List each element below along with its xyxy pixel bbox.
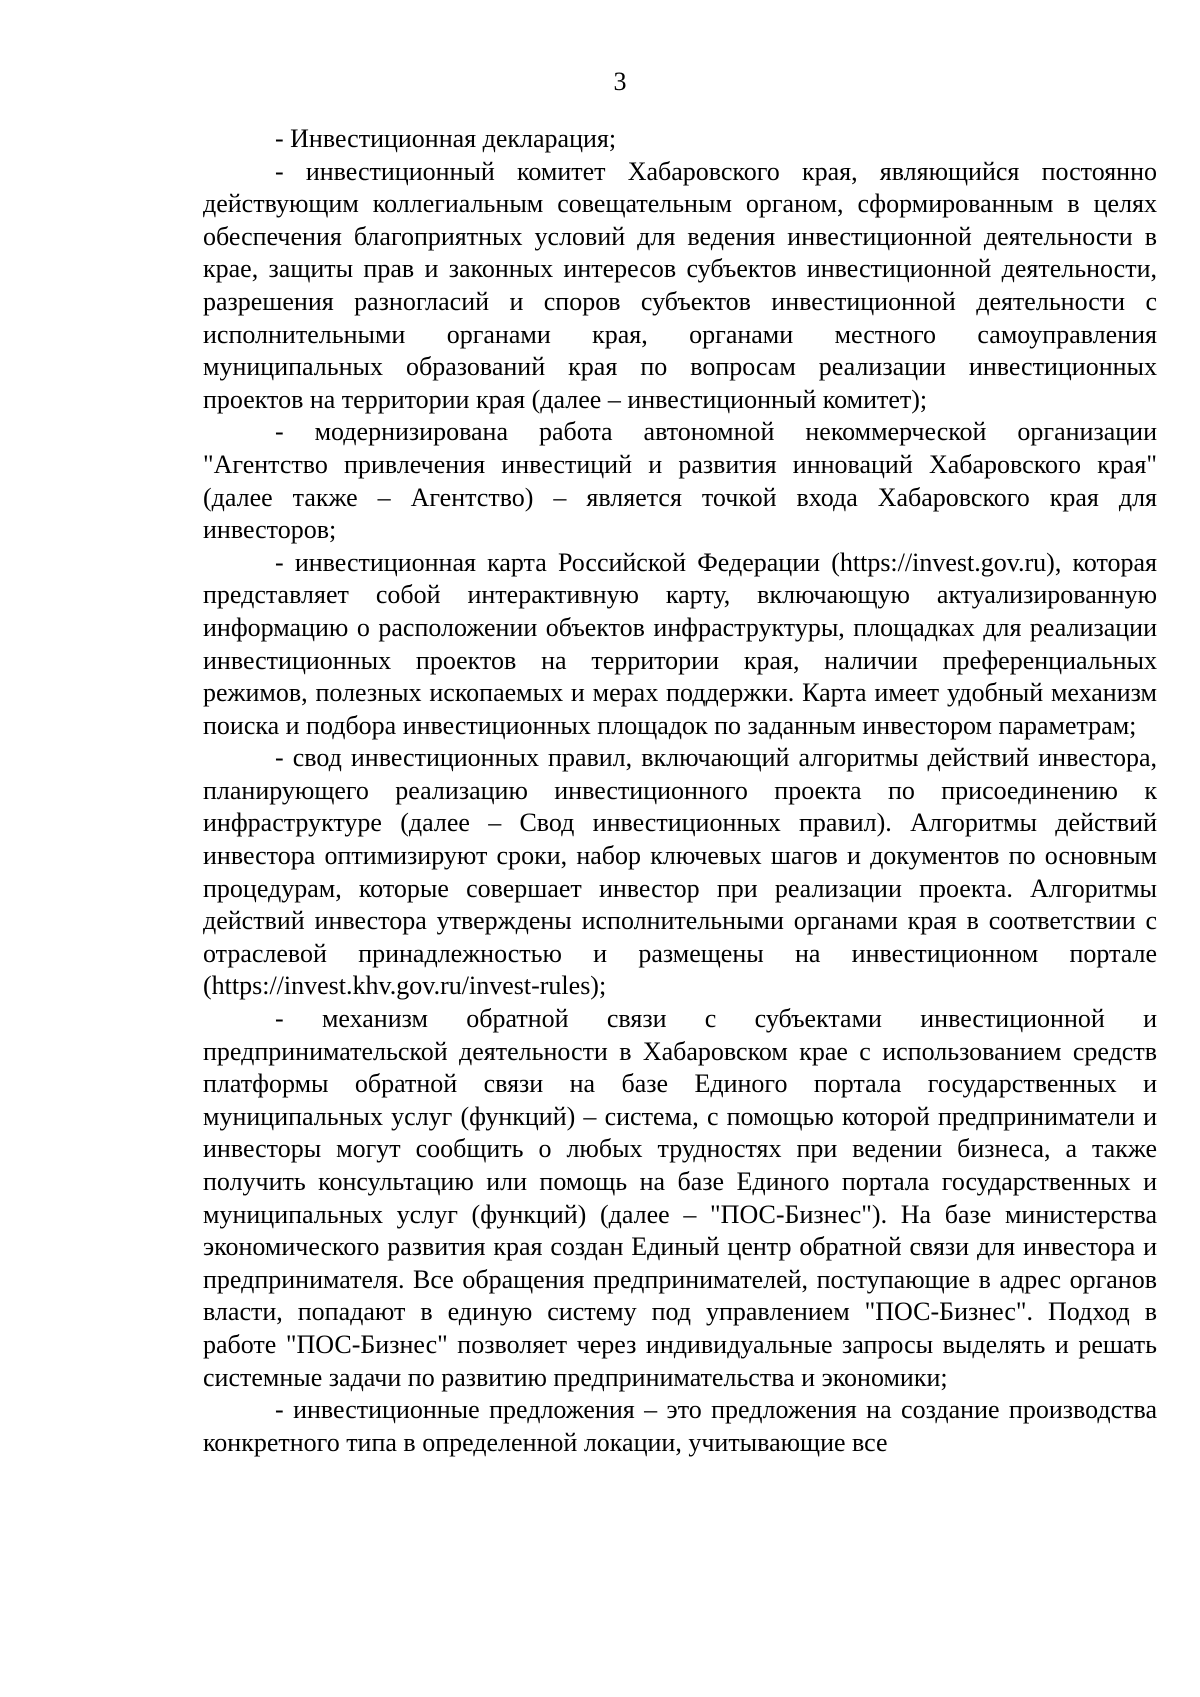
paragraph-investment-proposals: - инвестиционные предложения – это предложения на создание производства конкретного типа в определенной локации, учитывающие все <box>203 1395 1157 1457</box>
document-body <box>203 123 1157 1459</box>
paragraph-investment-declaration: - Инвестиционная декларация; <box>275 124 617 153</box>
paragraph-feedback-mechanism: - механизм обратной связи с субъектами инвестиционной и предпринимательской деятельности в Хабаровском крае с использованием средств платформы обратной связи на базе Единого портала государственных и муниципальных услуг (функций) – система, с помощью которой предприниматели и инвесторы могут сообщить о любых трудностях при ведении бизнеса, а также получить консультацию или помощь на базе Единого портала государственных и муниципальных услуг (функций) (далее – "ПОС-Бизнес"). На базе министерства экономического развития края создан Единый центр обратной связи для инвестора и предпринимателя. Все обращения предпринимателей, поступающие в адрес органов власти, попадают в единую систему под управлением "ПОС-Бизнес". Подход в работе "ПОС-Бизнес" позволяет через индивидуальные запросы выделять и решать системные задачи по развитию предпринимательства и экономики; <box>203 1004 1157 1392</box>
page-number: 3 <box>613 67 627 96</box>
paragraph-investment-committee: - инвестиционный комитет Хабаровского края, являющийся постоянно действующим коллегиальным совещательным органом, сформированным в целях обеспечения благоприятных условий для ведения инвестиционной деятельности в крае, защиты прав и законных интересов субъектов инвестиционной деятельности, разрешения разногласий и споров субъектов инвестиционной деятельности с исполнительными органами края, органами местного самоуправления муниципальных образований края по вопросам реализации инвестиционных проектов на территории края (далее – инвестиционный комитет); <box>203 156 1157 414</box>
paragraph-investment-map: - инвестиционная карта Российской Федерации (https://invest.gov.ru), которая представляет собой интерактивную карту, включающую актуализированную информацию о расположении объектов инфраструктуры, площадках для реализации инвестиционных проектов на территории края, наличии преференциальных режимов, полезных ископаемых и мерах поддержки. Карта имеет удобный механизм поиска и подбора инвестиционных площадок по заданным инвестором параметрам; <box>203 547 1157 740</box>
paragraph-investment-agency: - модернизирована работа автономной некоммерческой организации "Агентство привлечения инвестиций и развития инноваций Хабаровского края" (далее также – Агентство) – является точкой входа Хабаровского края для инвесторов; <box>203 417 1157 545</box>
paragraph-investment-rules: - свод инвестиционных правил, включающий алгоритмы действий инвестора, планирующего реализацию инвестиционного проекта по присоединению к инфраструктуре (далее – Свод инвестиционных правил). Алгоритмы действий инвестора оптимизируют сроки, набор ключевых шагов и документов по основным процедурам, которые совершает инвестор при реализации проекта. Алгоритмы действий инвестора утверждены исполнительными органами края в соответствии с отраслевой принадлежностью и размещены на инвестиционном портале (https://invest.khv.gov.ru/invest-rules); <box>203 743 1157 1001</box>
